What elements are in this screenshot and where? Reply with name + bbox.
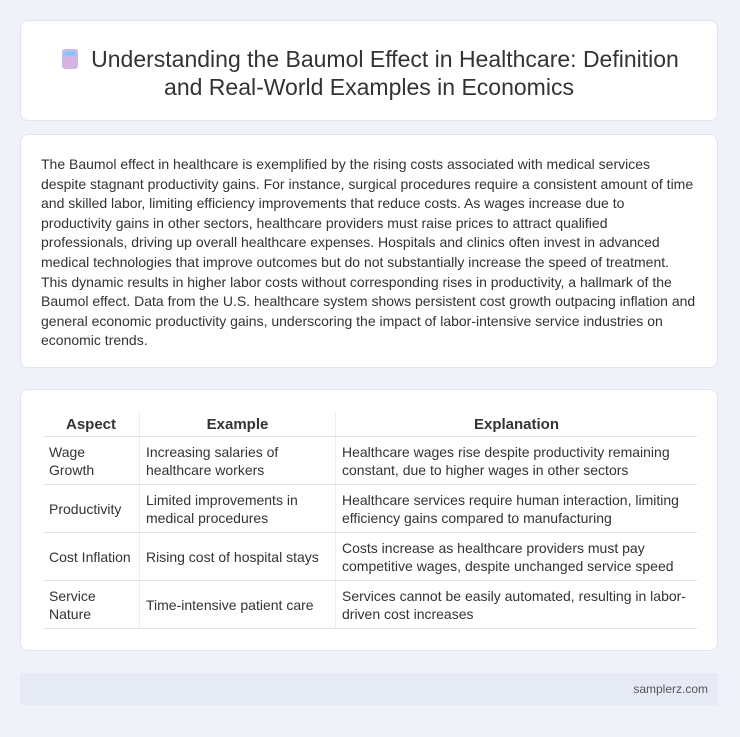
calculator-icon	[59, 48, 81, 70]
cell-example: Increasing salaries of healthcare workers	[140, 437, 336, 485]
cell-explanation: Healthcare services require human interaction, limiting efficiency gains compared to manufacturing	[336, 485, 698, 533]
page-title-text: Understanding the Baumol Effect in Healthcare: Definition and Real-World Examples in Economics	[91, 46, 679, 100]
intro-paragraph: The Baumol effect in healthcare is exemplified by the rising costs associated with medical services despite stagnant productivity gains. For instance, surgical procedures require a consistent amount of time and skilled labor, limiting efficiency improvements that reduce costs. As wages increase due to productivity gains in other sectors, healthcare providers must raise prices to attract qualified professionals, driving up overall healthcare expenses. Hospitals and clinics often invest in advanced medical technologies that improve outcomes but do not substantially increase the speed of treatment. This dynamic results in higher labor costs without corresponding rises in productivity, a hallmark of the Baumol effect. Data from the U.S. healthcare system shows persistent cost growth outpacing inflation and general economic productivity gains, underscoring the impact of labor-intensive service industries on economic trends.	[41, 156, 696, 349]
footer-site-link[interactable]: samplerz.com	[633, 682, 708, 696]
page-title	[21, 21, 717, 101]
table-row	[43, 533, 697, 581]
cell-aspect: Cost Inflation	[43, 533, 140, 581]
cell-explanation: Costs increase as healthcare providers must pay competitive wages, despite unchanged service speed	[336, 533, 698, 581]
cell-aspect: Wage Growth	[43, 437, 140, 485]
header-explanation: Explanation	[336, 412, 698, 437]
cell-example: Limited improvements in medical procedures	[140, 485, 336, 533]
table-row	[43, 485, 697, 533]
cell-example: Time-intensive patient care	[140, 581, 336, 629]
table-header-row	[43, 412, 697, 437]
title-card	[20, 20, 718, 121]
cell-aspect: Productivity	[43, 485, 140, 533]
examples-table	[43, 412, 697, 629]
cell-explanation: Services cannot be easily automated, resulting in labor-driven cost increases	[336, 581, 698, 629]
table-row	[43, 437, 697, 485]
cell-example: Rising cost of hospital stays	[140, 533, 336, 581]
cell-explanation: Healthcare wages rise despite productivity remaining constant, due to higher wages in other sectors	[336, 437, 698, 485]
footer-bar	[20, 673, 718, 705]
header-example: Example	[140, 412, 336, 437]
header-aspect: Aspect	[43, 412, 140, 437]
table-row	[43, 581, 697, 629]
table-card	[20, 389, 718, 651]
intro-card	[20, 134, 718, 368]
cell-aspect: Service Nature	[43, 581, 140, 629]
